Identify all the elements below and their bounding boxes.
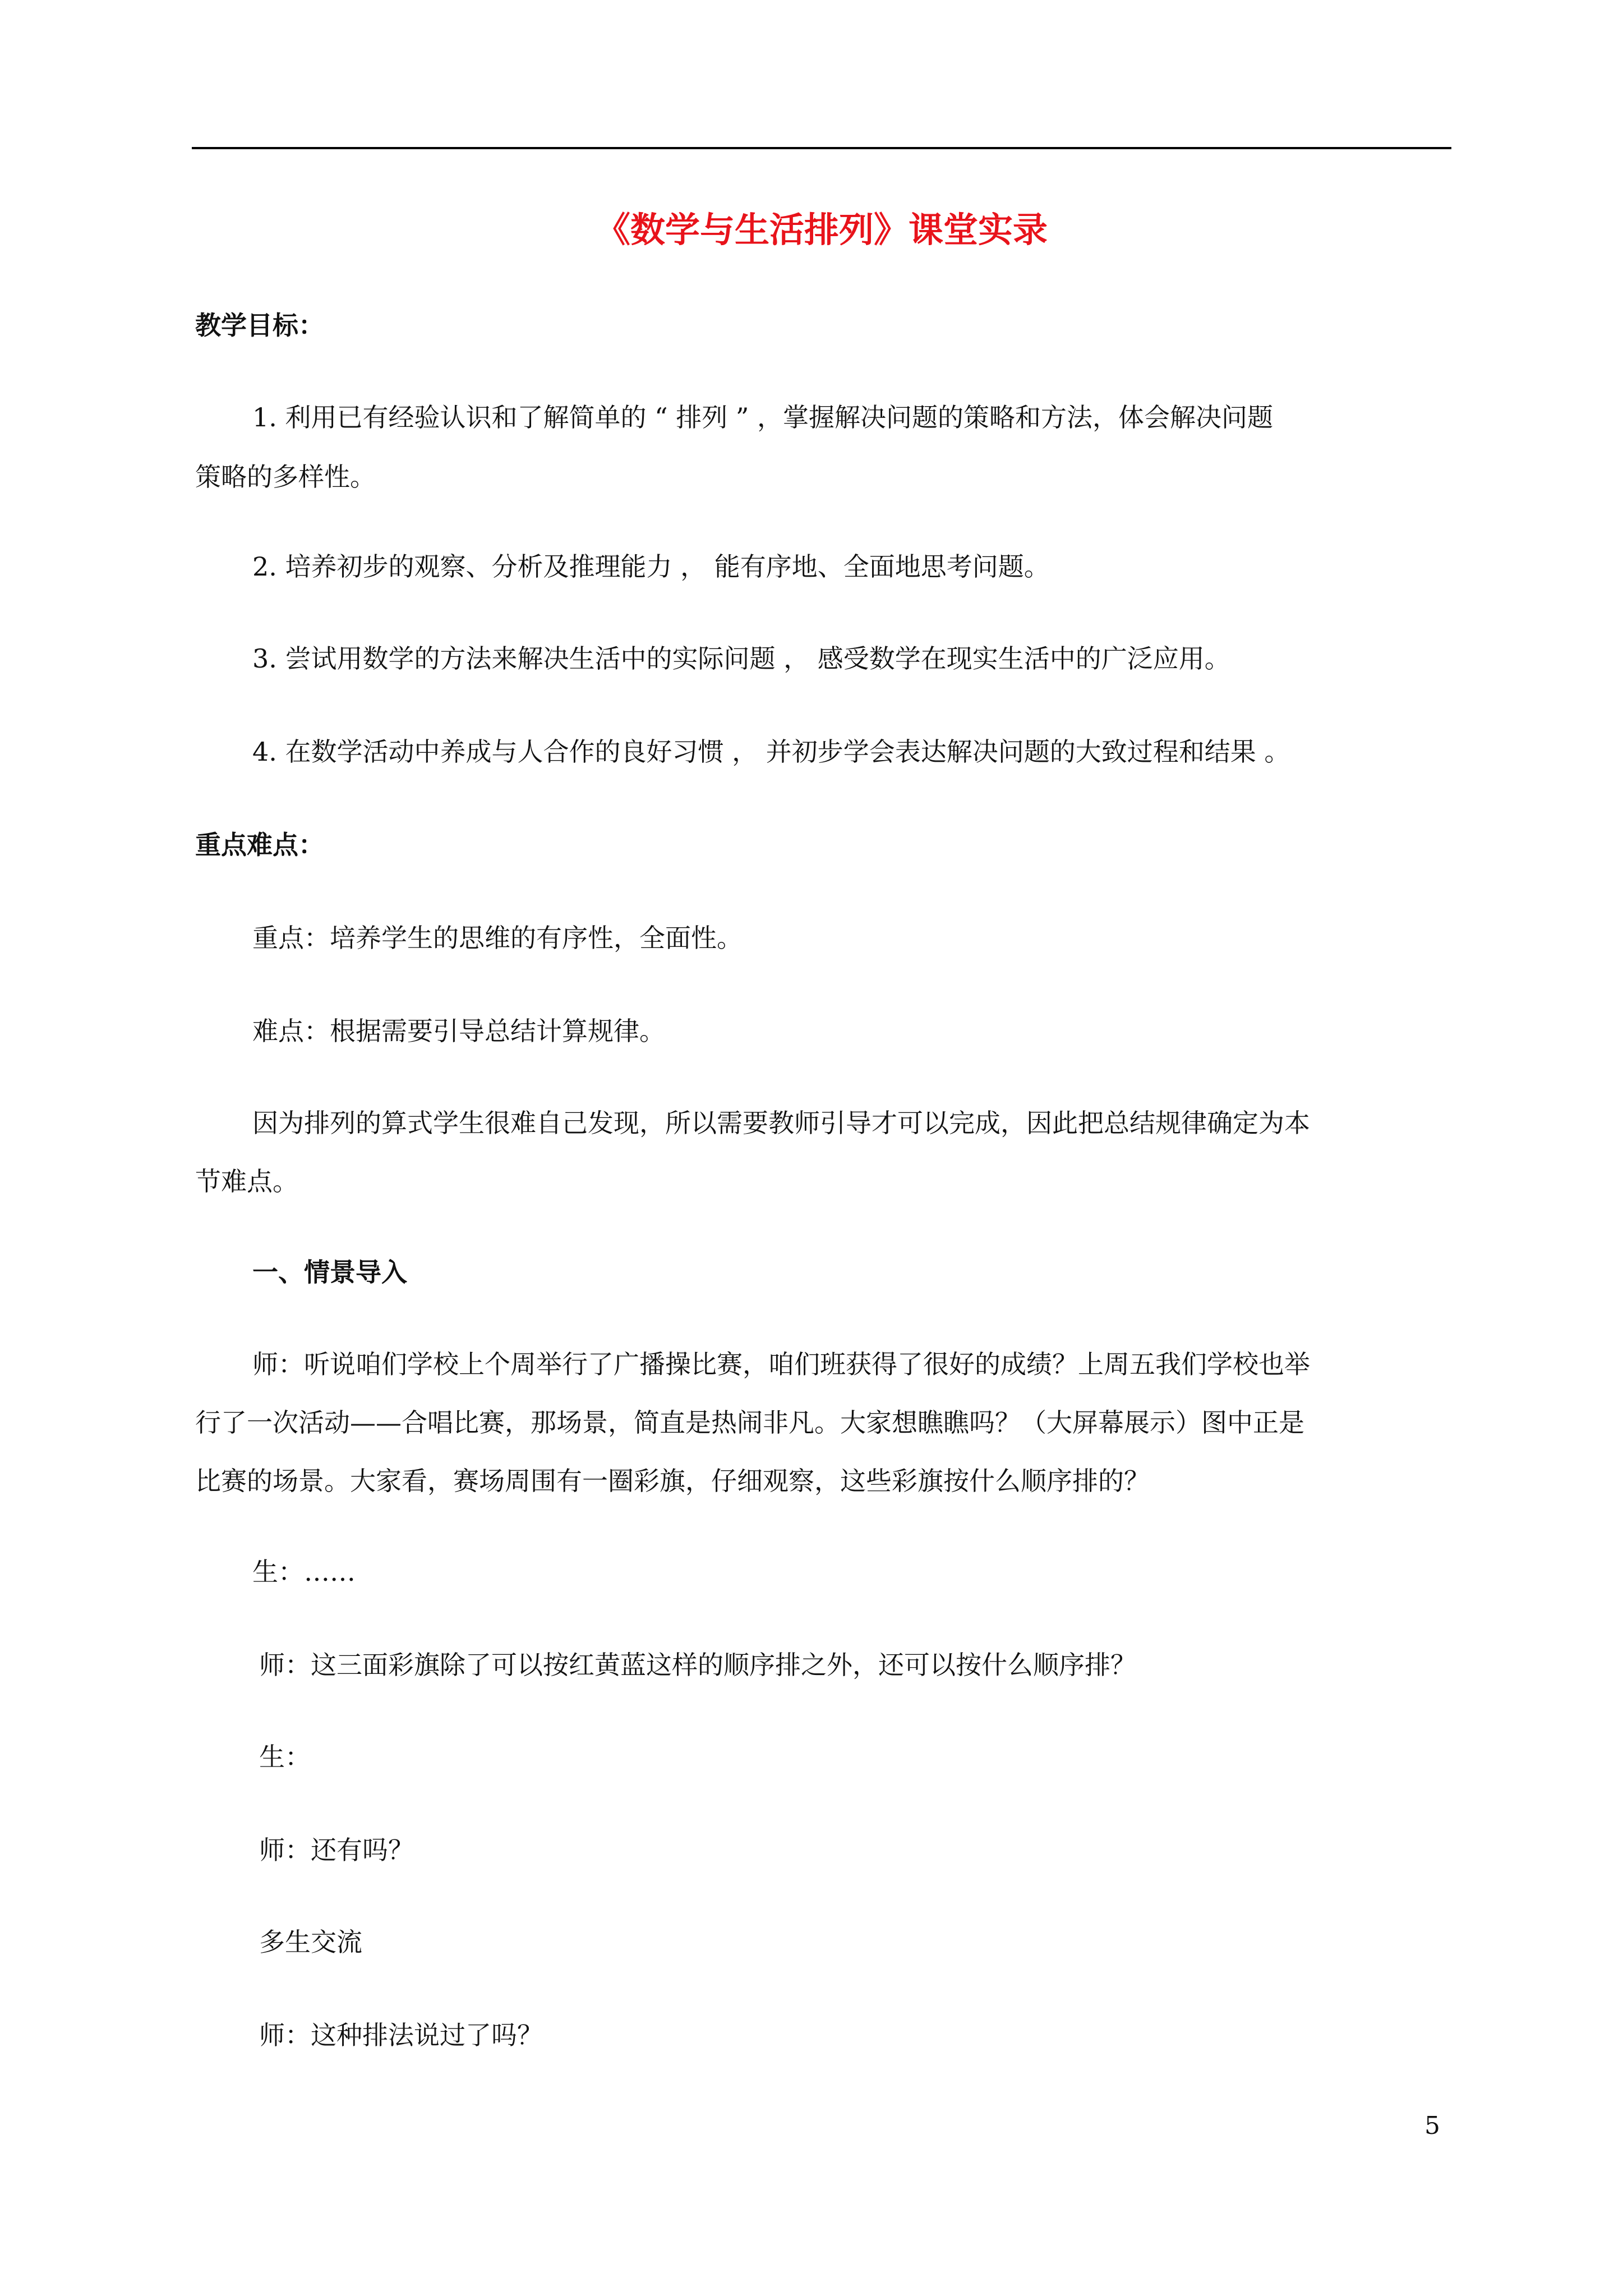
student-dialogue-1: 生：…… xyxy=(252,1557,356,1587)
difficult-point: 难点：根据需要引导总结计算规律。 xyxy=(252,1016,665,1046)
header-rule xyxy=(192,147,1451,149)
teacher-dialogue-3: 师：还有吗？ xyxy=(259,1835,414,1865)
teacher-dialogue-4: 师：这种排法说过了吗？ xyxy=(259,2020,543,2050)
objective-3: 3. 尝试用数学的方法来解决生活中的实际问题 ， 感受数学在现实生活中的广泛应用。 xyxy=(252,643,1230,674)
objectives-heading: 教学目标： xyxy=(195,310,324,341)
page-number: 5 xyxy=(1424,2111,1440,2140)
teacher-dialogue-2: 师：这三面彩旗除了可以按红黄蓝这样的顺序排之外，还可以按什么顺序排？ xyxy=(259,1650,1136,1680)
objective-1-line-1: 1. 利用已有经验认识和了解简单的 “ 排列 ” ，掌握解决问题的策略和方法，体会解决问题 xyxy=(252,402,1274,432)
objective-2: 2. 培养初步的观察、分析及推理能力 ， 能有序地、全面地思考问题。 xyxy=(252,551,1050,582)
teacher-dialogue-1-line-1: 师：听说咱们学校上个周举行了广播操比赛，咱们班获得了很好的成绩？上周五我们学校也举 xyxy=(252,1349,1310,1379)
key-points-heading: 重点难点： xyxy=(195,830,324,860)
many-students-discussion: 多生交流 xyxy=(259,1927,362,1957)
section-1-heading: 一、情景导入 xyxy=(252,1257,407,1287)
objective-1-line-2: 策略的多样性。 xyxy=(195,462,376,492)
reason-line-2: 节难点。 xyxy=(195,1166,298,1197)
student-dialogue-2: 生： xyxy=(259,1742,311,1772)
document-title: 《数学与生活排列》课堂实录 xyxy=(595,209,1048,250)
objective-4: 4. 在数学活动中养成与人合作的良好习惯 ， 并初步学会表达解决问题的大致过程和结果 。 xyxy=(252,737,1290,767)
reason-line-1: 因为排列的算式学生很难自己发现，所以需要教师引导才可以完成，因此把总结规律确定为本 xyxy=(252,1108,1310,1138)
teacher-dialogue-1-line-3: 比赛的场景。大家看，赛场周围有一圈彩旗，仔细观察，这些彩旗按什么顺序排的？ xyxy=(195,1466,1150,1496)
teacher-dialogue-1-line-2: 行了一次活动——合唱比赛，那场景，简直是热闹非凡。大家想瞧瞧吗？（大屏幕展示）图中正是 xyxy=(195,1407,1304,1438)
key-point: 重点：培养学生的思维的有序性，全面性。 xyxy=(252,923,743,953)
